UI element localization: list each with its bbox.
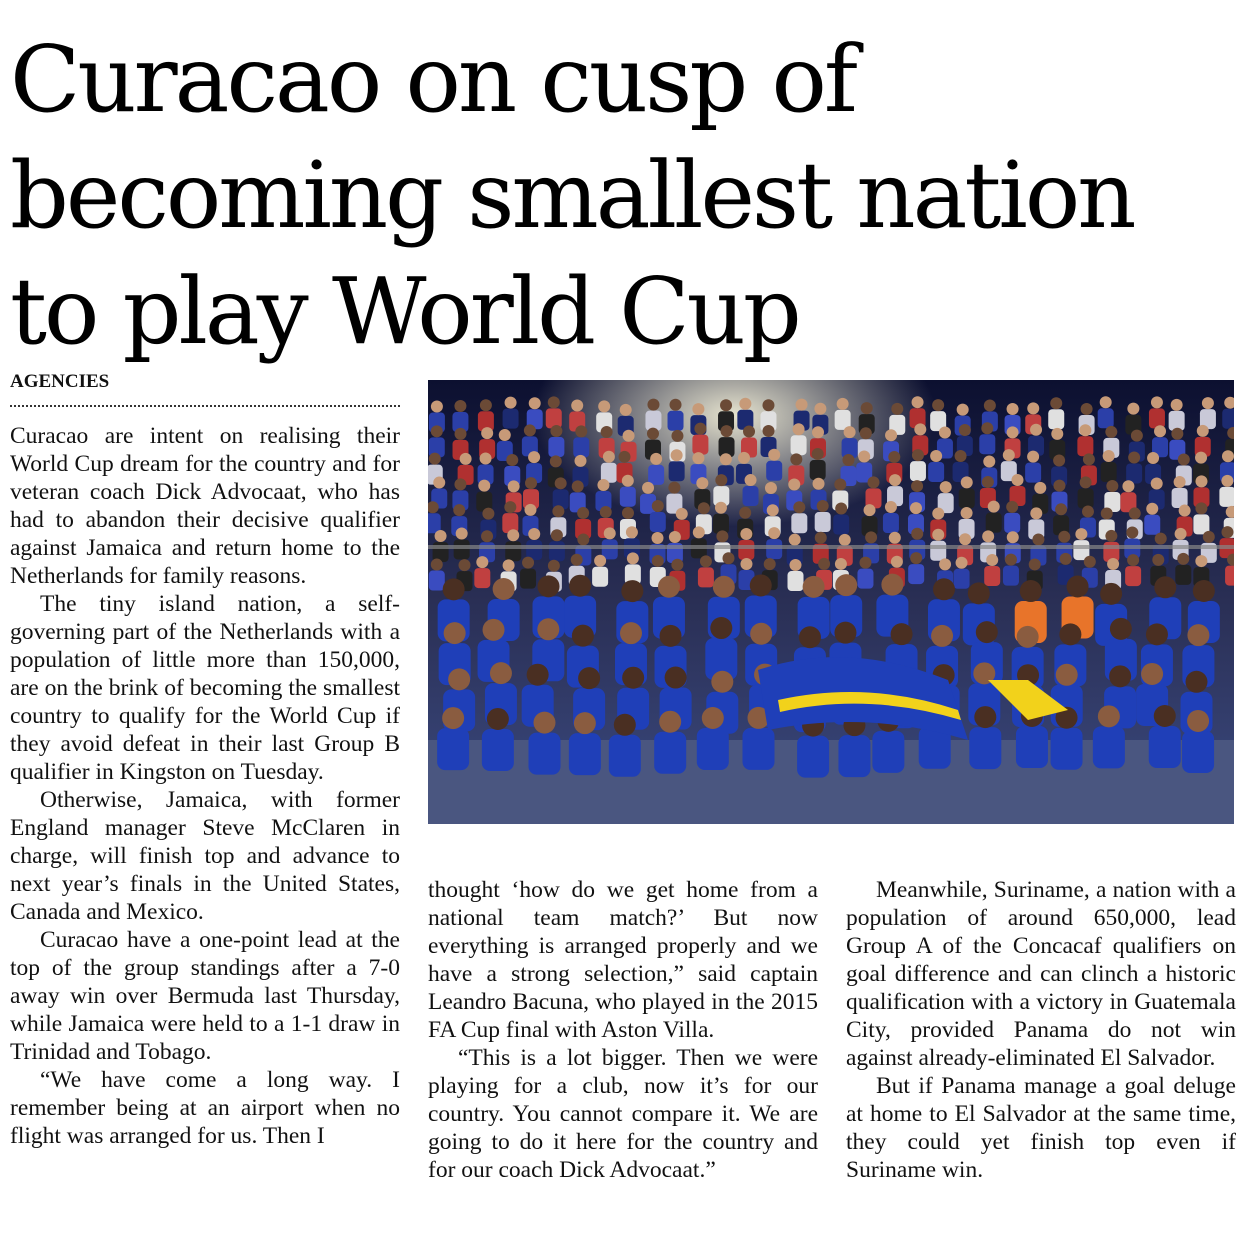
article-column-3: [846, 876, 1236, 1242]
paragraph: Curacao have a one-point lead at the top of the group standings after a 7-0 away win over Bermuda last Thursday, while Jamaica were held to a 1-1 draw in Trinidad and Tobago.: [10, 927, 400, 1065]
paragraph: Curacao are intent on realising their World Cup dream for the country and for veteran coach Dick Advocaat, who has had to abandon their decisive qualifier against Jamaica and return home to the Netherlands for family reasons.: [10, 423, 400, 589]
byline-divider: [10, 405, 400, 407]
article-column-2: [428, 876, 818, 1242]
paragraph: “This is a lot bigger. Then we were playing for a club, now it’s for our country. You cannot compare it. We are going to do it here for the country and for our coach Dick Advocaat.”: [428, 1045, 818, 1183]
byline: AGENCIES: [10, 371, 110, 392]
paragraph: The tiny island nation, a self-governing part of the Netherlands with a population of little more than 150,000, are on the brink of becoming the smallest country to qualify for the World Cup if they avoid defeat in their last Group B qualifier in Kingston on Tuesday.: [10, 591, 400, 785]
paragraph: Meanwhile, Suriname, a nation with a population of around 650,000, lead Group A of the Concacaf qualifiers on goal difference and can clinch a historic qualification with a victory in Guatemala City, provided Panama do not win against already-eliminated El Salvador.: [846, 877, 1236, 1071]
team-photo: [428, 380, 1234, 824]
paragraph: “We have come a long way. I remember being at an airport when no flight was arranged for us. Then I: [10, 1067, 400, 1149]
headline: [10, 22, 1240, 370]
headline-line-1: Curacao on cusp of: [10, 26, 855, 133]
paragraph: thought ‘how do we get home from a national team match?’ But now everything is arranged properly and we have a strong selection,” said captain Leandro Bacuna, who played in the 2015 FA Cup final with Aston Villa.: [428, 877, 818, 1043]
headline-line-2: becoming smallest nation: [10, 142, 1134, 249]
headline-line-3: to play World Cup: [10, 258, 799, 365]
paragraph: Otherwise, Jamaica, with former England manager Steve McClaren in charge, will finish top and advance to next year’s finals in the United States, Canada and Mexico.: [10, 787, 400, 925]
article-column-1: [10, 422, 400, 1242]
team-celebration-image: [428, 380, 1234, 824]
paragraph: But if Panama manage a goal deluge at home to El Salvador at the same time, they could yet finish top even if Suriname win.: [846, 1073, 1236, 1183]
